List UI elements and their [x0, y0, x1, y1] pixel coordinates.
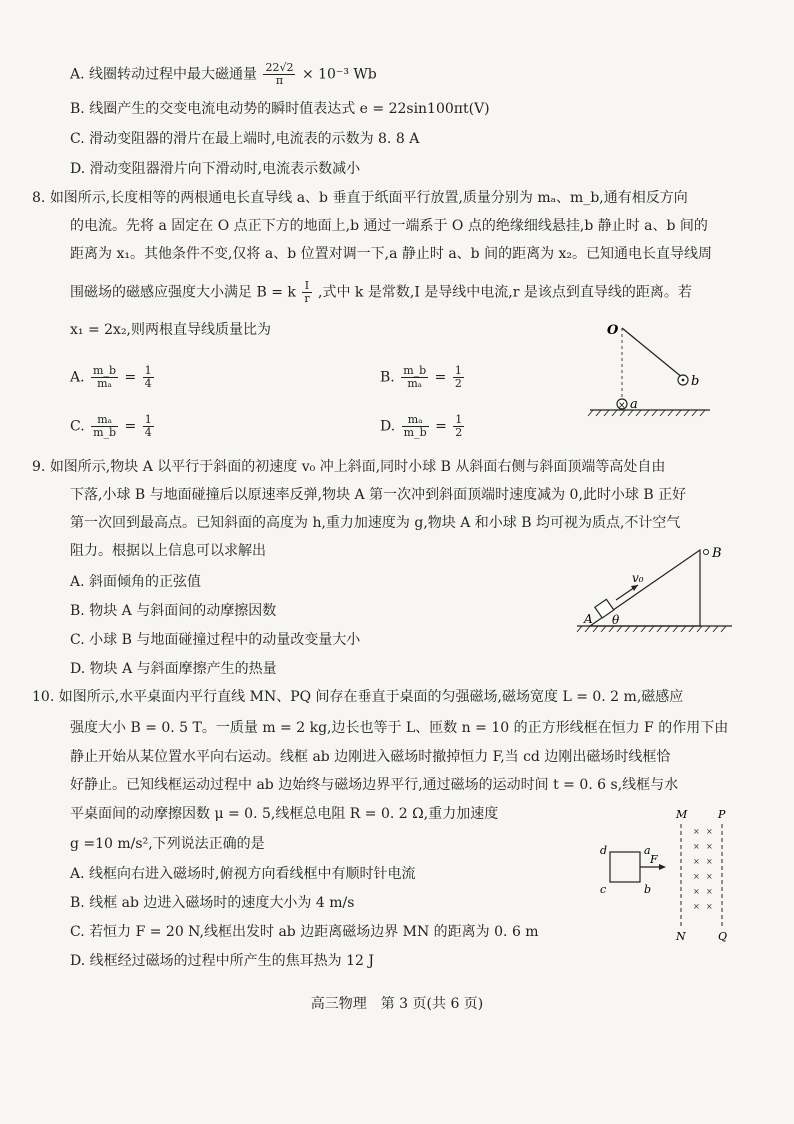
q10-magnetic-field	[693, 827, 713, 911]
svg-text:×: ×	[706, 902, 713, 911]
q8-c-rhs: $\frac{1}{4}$	[144, 413, 152, 439]
q10-option-a: A. 线框向右进入磁场时,俯视方向看线框中有顺时针电流	[70, 866, 416, 882]
q8-b-rhs: $\frac{1}{2}$	[454, 364, 462, 390]
q10-line-1: 10. 如图所示,水平桌面内平行直线 MN、PQ 间存在垂直于桌面的匀强磁场,磁场宽度 L = 0. 2 m,磁感应	[32, 689, 684, 705]
q10-label-F: F	[650, 853, 658, 866]
q8-line-5: x₁ = 2x₂,则两根直导线质量比为	[70, 322, 272, 338]
q8-option-a: A. $\frac{m\_b}{\text{mₐ}}$ = $\frac{1}{4}$	[70, 364, 152, 390]
q8-option-b: B. $\frac{m\_b}{\text{mₐ}}$ = $\frac{1}{2}$	[380, 364, 462, 390]
q9-option-c: C. 小球 B 与地面碰撞过程中的动量改变量大小	[70, 632, 361, 648]
q9-option-b: B. 物块 A 与斜面间的动摩擦因数	[70, 603, 277, 619]
q10-line-6: g =10 m/s²,下列说法正确的是	[70, 836, 265, 852]
svg-text:×: ×	[706, 857, 713, 866]
q10-line-5: 平桌面间的动摩擦因数 μ = 0. 5,线框总电阻 R = 0. 2 Ω,重力加速度	[70, 806, 499, 822]
svg-text:×: ×	[693, 857, 700, 866]
q10-line-2: 强度大小 B = 0. 5 T。一质量 m = 2 kg,边长也等于 L、匝数 n = 10 的正方形线框在恒力 F 的作用下由	[70, 720, 729, 736]
q10-force-arrowhead	[659, 864, 666, 870]
q8-d-lhs: $\frac{\text{mₐ}}{m\_b}$	[403, 413, 427, 439]
q10-label-P: P	[718, 808, 726, 821]
q10-label-M: M	[676, 808, 688, 821]
q9-label-v0: v₀	[632, 571, 644, 585]
svg-text:×: ×	[693, 887, 700, 896]
q8-field-fraction: $\frac{I}{r}$	[304, 279, 310, 305]
q10-option-d: D. 线框经过磁场的过程中所产生的焦耳热为 12 J	[70, 953, 374, 969]
q9-label-B: B	[712, 546, 722, 561]
svg-text:×: ×	[706, 872, 713, 881]
svg-text:×: ×	[706, 827, 713, 836]
q9-label-A: A	[584, 612, 593, 626]
q8-ground-hatch	[588, 410, 705, 416]
q8-string	[622, 328, 683, 378]
q10-line-4: 好静止。已知线框运动过程中 ab 边始终与磁场边界平行,通过磁场的运动时间 t = 0. 6 s,线框与水	[70, 777, 679, 793]
page-footer: 高三物理 第 3 页(共 6 页)	[310, 996, 484, 1012]
svg-text:×: ×	[706, 887, 713, 896]
q8-a-rhs: $\frac{1}{4}$	[144, 364, 152, 390]
q8-c-lhs: $\frac{\text{mₐ}}{m\_b}$	[93, 413, 117, 439]
svg-text:×: ×	[693, 902, 700, 911]
q10-option-c: C. 若恒力 F = 20 N,线框出发时 ab 边距离磁场边界 MN 的距离为 0. 6 m	[70, 924, 539, 940]
q8-b-lhs: $\frac{m\_b}{\text{mₐ}}$	[403, 364, 427, 390]
q10-option-b: B. 线框 ab 边进入磁场时的速度大小为 4 m/s	[70, 895, 355, 911]
q9-line-3: 第一次回到最高点。已知斜面的高度为 h,重力加速度为 g,物块 A 和小球 B 均可视为质点,不计空气	[70, 515, 681, 531]
q9-option-d: D. 物块 A 与斜面摩擦产生的热量	[70, 661, 277, 677]
q9-velocity-arrowhead	[631, 585, 638, 591]
q9-line-4: 阻力。根据以上信息可以求解出	[70, 543, 266, 559]
svg-text:×: ×	[693, 872, 700, 881]
q10-label-b: b	[644, 883, 652, 896]
q9-line-1: 9. 如图所示,物块 A 以平行于斜面的初速度 v₀ 冲上斜面,同时小球 B 从斜面右侧与斜面顶端等高处自由	[32, 459, 666, 475]
q8-wire-a-cross: ×	[618, 401, 626, 411]
svg-text:×: ×	[693, 842, 700, 851]
q8-d-rhs: $\frac{1}{2}$	[455, 413, 463, 439]
q8-label-O: O	[607, 323, 619, 338]
q9-ground-hatch	[577, 626, 726, 632]
q10-label-N: N	[676, 930, 686, 943]
q8-label-b: b	[691, 374, 700, 389]
q9-label-theta: θ	[612, 613, 620, 627]
q10-coil	[610, 852, 640, 882]
q10-line-3: 静止开始从某位置水平向右运动。线框 ab 边刚进入磁场时撤掉恒力 F,当 cd 边刚出磁场时线框恰	[70, 749, 671, 765]
q10-label-c: c	[600, 883, 607, 896]
q7-option-b: B. 线圈产生的交变电流电动势的瞬时值表达式 e = 22sin100πt(V)	[70, 101, 490, 117]
svg-text:×: ×	[693, 827, 700, 836]
q7-option-c: C. 滑动变阻器的滑片在最上端时,电流表的示数为 8. 8 A	[70, 131, 420, 147]
q8-line-2: 的电流。先将 a 固定在 O 点正下方的地面上,b 通过一端系于 O 点的绝缘细线悬挂,b 静止时 a、b 间的	[70, 218, 708, 234]
q7-a-fraction: $\frac{22√2}{\pi}$	[265, 61, 294, 87]
q9-option-a: A. 斜面倾角的正弦值	[70, 574, 202, 590]
q10-label-Q: Q	[718, 930, 728, 943]
q8-label-a: a	[630, 397, 638, 412]
q10-figure	[590, 804, 750, 944]
q8-figure	[585, 318, 715, 418]
q9-ball-B	[704, 550, 709, 555]
q9-figure	[572, 540, 737, 640]
q8-wire-b-dot	[682, 379, 685, 382]
q8-option-d: D. $\frac{\text{mₐ}}{m\_b}$ = $\frac{1}{2}$	[380, 413, 463, 439]
q10-label-a: a	[644, 844, 651, 857]
q8-line-4: 围磁场的磁感应强度大小满足 B = k $\frac{I}{r}$ ,式中 k 是常数,I 是导线中电流,r 是该点到直导线的距离。若	[70, 279, 692, 305]
q8-line-1: 8. 如图所示,长度相等的两根通电长直导线 a、b 垂直于纸面平行放置,质量分别为 mₐ、m_b,通有相反方向	[32, 190, 688, 206]
q10-label-d: d	[600, 844, 608, 857]
q8-a-lhs: $\frac{m\_b}{\text{mₐ}}$	[93, 364, 116, 390]
q8-option-c: C. $\frac{\text{mₐ}}{m\_b}$ = $\frac{1}{4}$	[70, 413, 152, 439]
q7-option-a: A. 线圈转动过程中最大磁通量 $\frac{22√2}{\pi}$ × 10⁻³ Wb	[70, 61, 377, 87]
q9-block-A	[595, 599, 614, 618]
q9-line-2: 下落,小球 B 与地面碰撞后以原速率反弹,物块 A 第一次冲到斜面顶端时速度减为 0,此时小球 B 正好	[70, 487, 687, 503]
svg-text:×: ×	[706, 842, 713, 851]
q8-line-3: 距离为 x₁。其他条件不变,仅将 a、b 位置对调一下,a 静止时 a、b 间的距离为 x₂。已知通电长直导线周	[70, 246, 713, 262]
q7-option-d: D. 滑动变阻器滑片向下滑动时,电流表示数减小	[70, 161, 361, 177]
